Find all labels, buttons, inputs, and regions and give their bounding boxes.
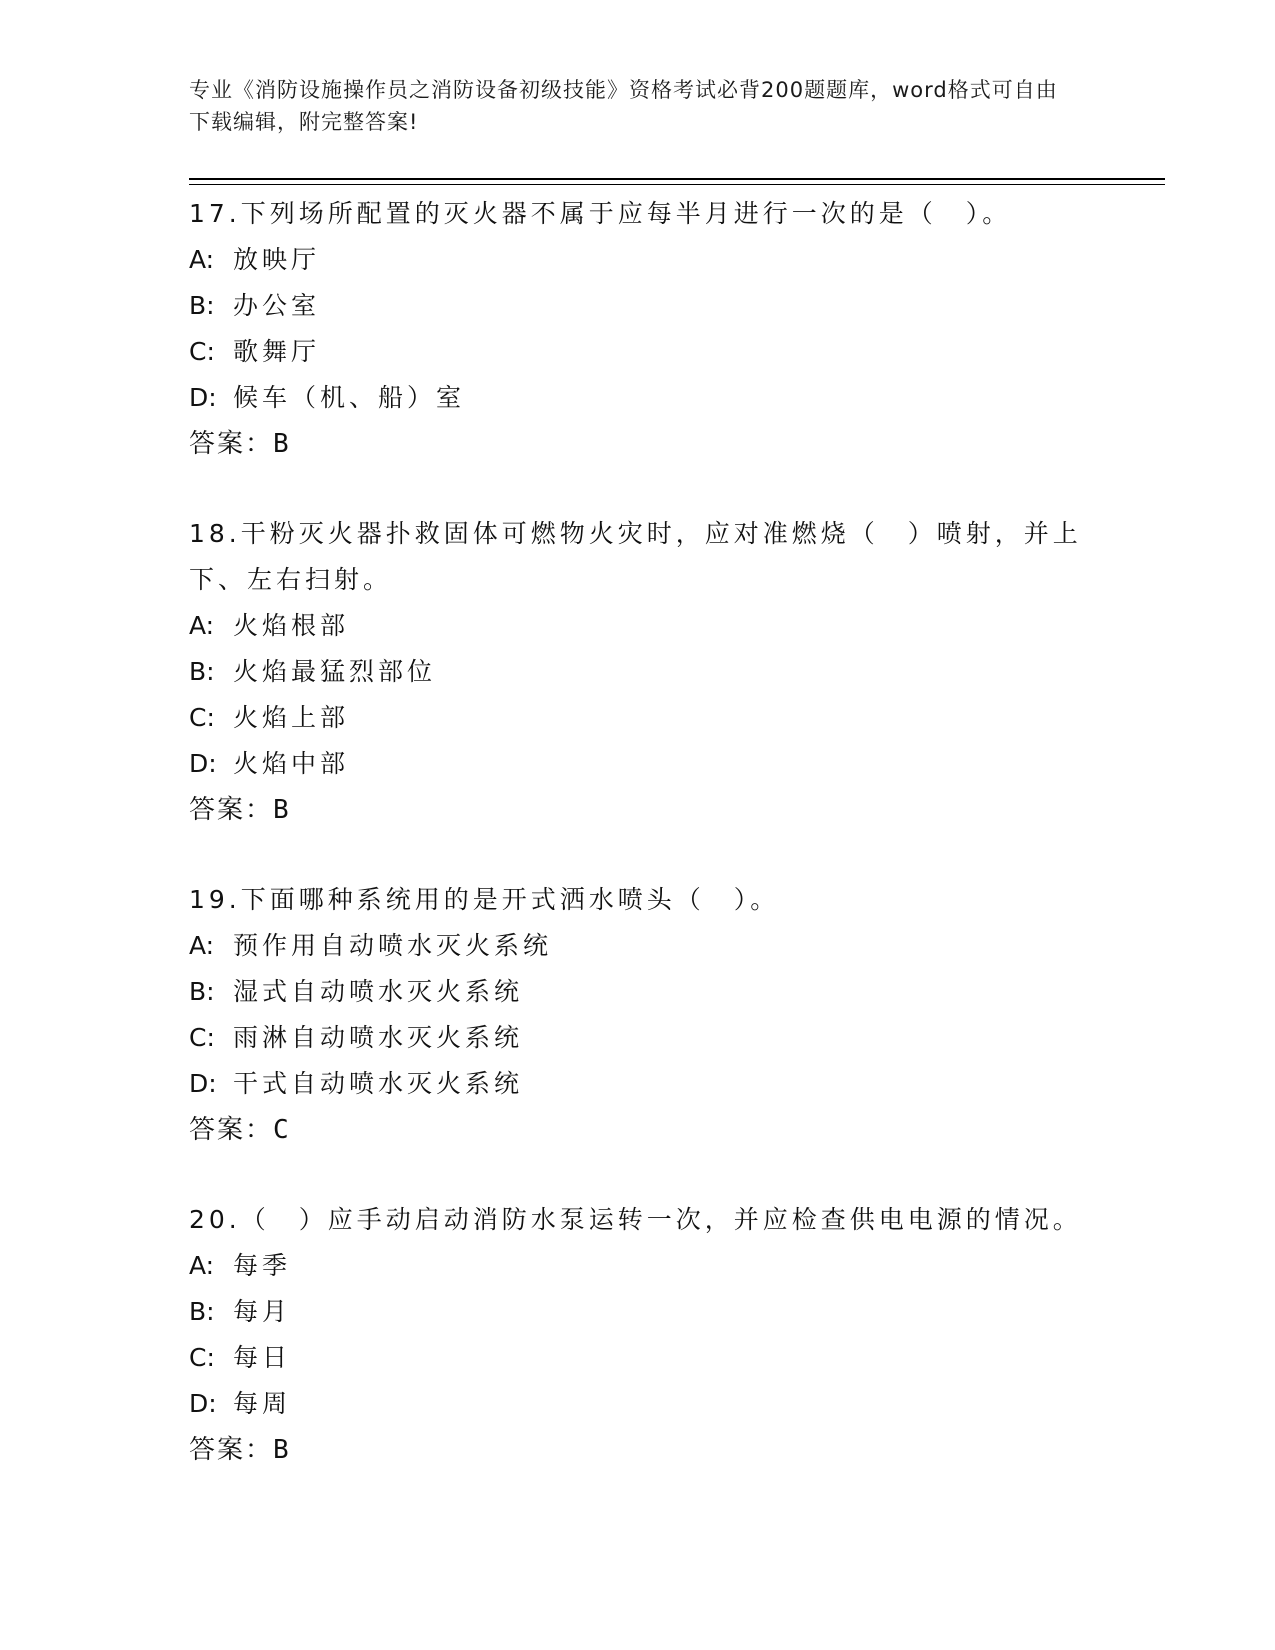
option-text: 办公室 xyxy=(233,291,321,320)
question-20 xyxy=(189,1197,1089,1473)
question-stem: 19.下面哪种系统用的是开式洒水喷头（ ）。 xyxy=(189,885,780,914)
option-text: 歌舞厅 xyxy=(233,337,321,366)
option-text: 干式自动喷水灭火系统 xyxy=(233,1069,524,1098)
answer-line xyxy=(189,1107,1089,1153)
option-key: A: xyxy=(189,1251,215,1280)
option-b xyxy=(189,649,1089,695)
option-key: D: xyxy=(189,383,217,412)
option-key: B: xyxy=(189,977,215,1006)
option-a xyxy=(189,237,1089,283)
option-a xyxy=(189,603,1089,649)
option-c xyxy=(189,1335,1089,1381)
option-text: 火焰根部 xyxy=(233,611,350,640)
option-key: B: xyxy=(189,291,215,320)
question-stem: 18.干粉灭火器扑救固体可燃物火灾时，应对准燃烧（ ）喷射，并上下、左右扫射。 xyxy=(189,519,1082,594)
answer-value: B xyxy=(273,1435,289,1465)
document-intro: 专业《消防设施操作员之消防设备初级技能》资格考试必背200题题库，word格式可自由下载编辑，附完整答案! xyxy=(189,78,1058,134)
option-text: 候车（机、船）室 xyxy=(233,383,466,412)
answer-value: C xyxy=(273,1115,289,1145)
question-list xyxy=(189,191,1089,1517)
option-c xyxy=(189,695,1089,741)
divider-rule-thin xyxy=(189,184,1165,185)
option-key: C: xyxy=(189,703,215,732)
option-text: 每季 xyxy=(233,1251,292,1280)
option-text: 预作用自动喷水灭火系统 xyxy=(233,931,553,960)
option-text: 火焰上部 xyxy=(233,703,350,732)
answer-line xyxy=(189,421,1089,467)
option-text: 湿式自动喷水灭火系统 xyxy=(233,977,524,1006)
answer-line xyxy=(189,787,1089,833)
option-d xyxy=(189,1061,1089,1107)
option-text: 每月 xyxy=(233,1297,292,1326)
answer-line xyxy=(189,1427,1089,1473)
option-text: 火焰最猛烈部位 xyxy=(233,657,437,686)
option-key: B: xyxy=(189,1297,215,1326)
option-key: C: xyxy=(189,1023,215,1052)
answer-value: B xyxy=(273,795,289,825)
option-text: 放映厅 xyxy=(233,245,321,274)
option-text: 每周 xyxy=(233,1389,292,1418)
option-b xyxy=(189,969,1089,1015)
question-stem: 20.（ ）应手动启动消防水泵运转一次，并应检查供电电源的情况。 xyxy=(189,1205,1082,1234)
option-key: C: xyxy=(189,1343,215,1372)
answer-label: 答案： xyxy=(189,1115,274,1145)
answer-label: 答案： xyxy=(189,1435,274,1465)
option-c xyxy=(189,329,1089,375)
option-key: A: xyxy=(189,931,215,960)
question-18 xyxy=(189,511,1089,833)
question-19 xyxy=(189,877,1089,1153)
option-d xyxy=(189,375,1089,421)
answer-value: B xyxy=(273,429,289,459)
option-key: D: xyxy=(189,1389,217,1418)
option-key: A: xyxy=(189,611,215,640)
option-key: D: xyxy=(189,749,217,778)
option-text: 每日 xyxy=(233,1343,292,1372)
question-stem: 17.下列场所配置的灭火器不属于应每半月进行一次的是（ ）。 xyxy=(189,199,1012,228)
option-key: B: xyxy=(189,657,215,686)
divider-rule-thick xyxy=(189,178,1165,180)
question-17 xyxy=(189,191,1089,467)
answer-label: 答案： xyxy=(189,795,274,825)
option-key: D: xyxy=(189,1069,217,1098)
option-text: 火焰中部 xyxy=(233,749,350,778)
option-b xyxy=(189,1289,1089,1335)
option-key: C: xyxy=(189,337,215,366)
option-key: A: xyxy=(189,245,215,274)
answer-label: 答案： xyxy=(189,429,274,459)
option-b xyxy=(189,283,1089,329)
option-a xyxy=(189,923,1089,969)
option-d xyxy=(189,1381,1089,1427)
option-text: 雨淋自动喷水灭火系统 xyxy=(233,1023,524,1052)
option-c xyxy=(189,1015,1089,1061)
option-d xyxy=(189,741,1089,787)
option-a xyxy=(189,1243,1089,1289)
